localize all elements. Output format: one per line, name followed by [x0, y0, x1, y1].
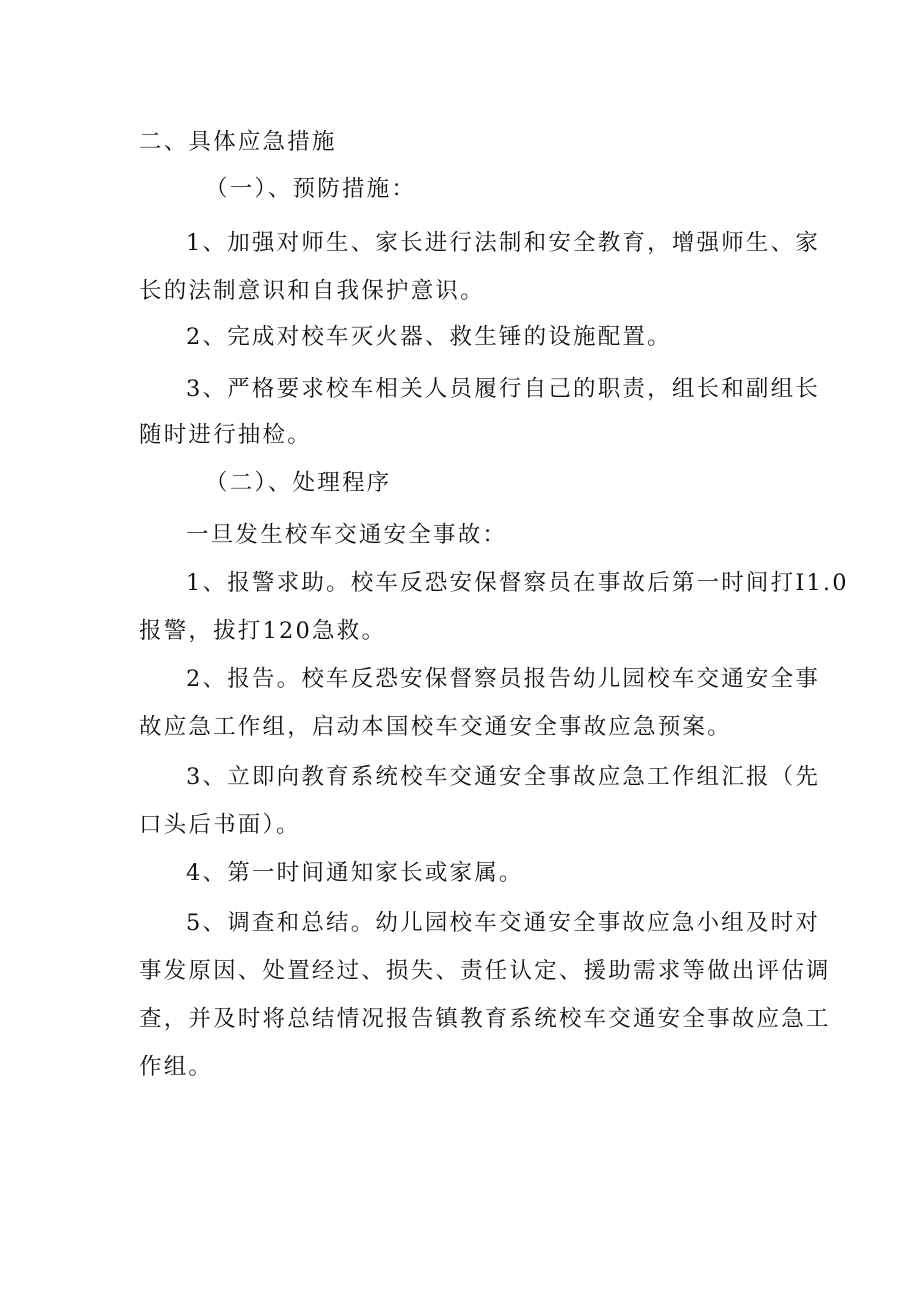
paragraph-line: 2、报告。校车反恐安保督察员报告幼儿园校车交通安全事: [186, 666, 821, 692]
paragraph-line: 报警，拔打120急救。: [139, 618, 387, 644]
paragraph-line: 4、第一时间通知家长或家属。: [186, 860, 524, 886]
subsection-heading: （二）、处理程序: [205, 470, 392, 496]
paragraph-line: 2、完成对校车灭火器、救生锤的设施配置。: [186, 324, 672, 350]
paragraph-line: 1、加强对师生、家长进行法制和安全教育，增强师生、家: [186, 230, 821, 256]
paragraph-line: 随时进行抽检。: [139, 422, 312, 448]
paragraph-line: 查，并及时将总结情况报告镇教育系统校车交通安全事故应急工: [139, 1006, 831, 1032]
paragraph-line: 一旦发生校车交通安全事故：: [186, 522, 508, 548]
paragraph-line: 作组。: [139, 1054, 214, 1080]
paragraph-line: 3、立即向教育系统校车交通安全事故应急工作组汇报（先: [186, 764, 821, 790]
paragraph-line: 事发原因、处置经过、损失、责任认定、援助需求等做出评估调: [139, 958, 831, 984]
paragraph-line: 1、报警求助。校车反恐安保督察员在事故后第一时间打I1.0: [186, 570, 849, 596]
paragraph-line: 故应急工作组，启动本国校车交通安全事故应急预案。: [139, 714, 732, 740]
subsection-heading: （一）、预防措施：: [205, 176, 417, 202]
paragraph-line: 3、严格要求校车相关人员履行自己的职责，组长和副组长: [186, 376, 821, 402]
section-heading: 二、具体应急措施: [139, 129, 337, 155]
paragraph-line: 长的法制意识和自我保护意识。: [139, 278, 485, 304]
paragraph-line: 口头后书面）。: [139, 812, 301, 838]
paragraph-line: 5、调查和总结。幼儿园校车交通安全事故应急小组及时对: [186, 910, 821, 936]
